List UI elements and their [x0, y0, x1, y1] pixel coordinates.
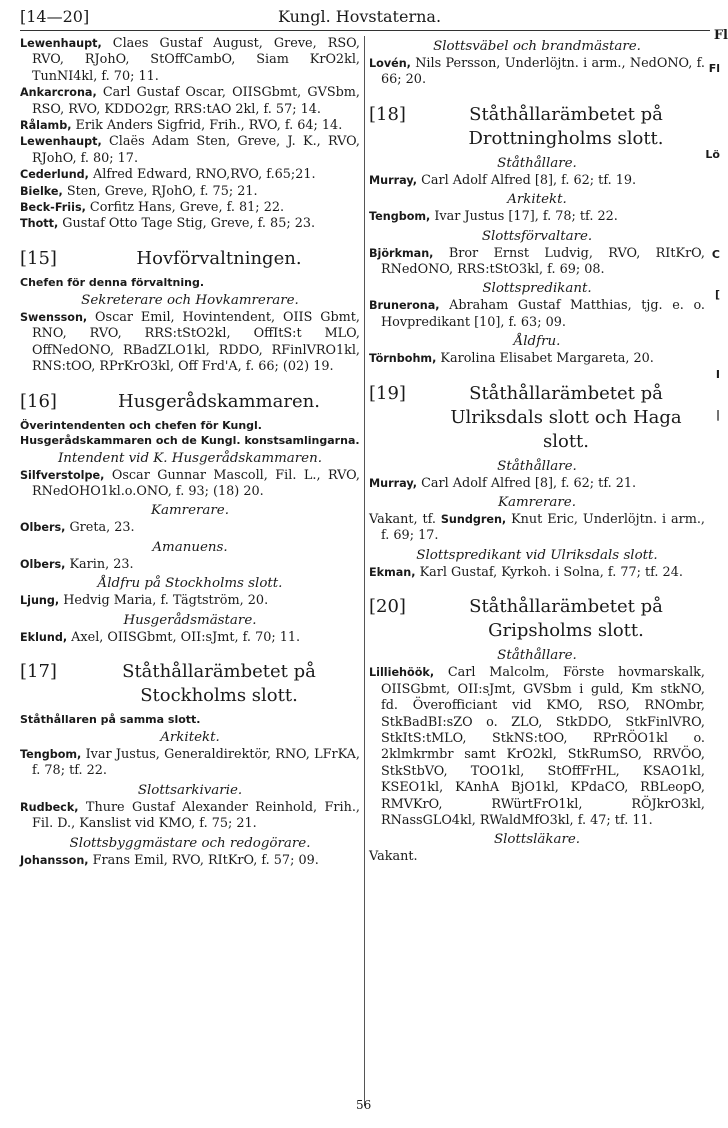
entry: [20, 630, 360, 646]
entry: [20, 200, 360, 216]
entry-text: Gustaf Otto Tage Stig, Greve, f. 85; 23.: [58, 216, 316, 232]
entry-text: Frans Emil, RVO, RItKrO, f. 57; 09.: [88, 852, 319, 868]
entry-name: Cederlund,: [20, 168, 89, 182]
entry-name: Lovén,: [369, 57, 411, 70]
role-heading: Ståthållare.: [497, 155, 577, 171]
next-page-fragment: Fl: [713, 28, 728, 43]
right-column: [369, 36, 705, 866]
entry-text: Carl Malcolm, Förste hovmarskalk, OIISGbmt, OII:sJmt, GVSbm i guld, Km stkNO, fd. Överofficiant vid KMO, RSO, RNOmbr, StkBadBI:sZO o. ZLO, StkDDO, StkFinlVRO, StkItS:tMLO, StkNS:tOO, RPrRÖO1kl o. 2klmkrmbr samt KrO2kl, StkRumSO, RRVÖO, StkStbVO, TOO1kl, StOffFrHL, KSAO1kl, KSEO1kl, KAnhA BjO1kl, KPdaCO, RBLeopO, RMVKrO, RWürtFrO1kl, RÖJkrO3kl, RNassGLO4kl, RWaldMfO3kl, f. 47; tf. 11.: [381, 665, 705, 828]
section-number: [18]: [369, 103, 406, 125]
entry-name: Ekman,: [369, 565, 416, 579]
role-heading: Kamrerare.: [498, 495, 576, 511]
entry: [20, 134, 360, 167]
edge-letter: |: [715, 408, 720, 421]
role-heading: Slottsväbel och brandmästare.: [433, 39, 641, 54]
entry-name: Brunerona,: [369, 299, 440, 313]
entry-name: Lewenhaupt,: [20, 135, 102, 149]
entry: [20, 167, 360, 183]
section-17-heading: [20, 660, 360, 708]
section-number: [20]: [369, 596, 406, 618]
entry: [20, 747, 360, 780]
entry-text: Nils Persson, Underlöjtn. i arm., NedONO, f. 66; 20.: [381, 56, 705, 88]
section-number: [17]: [20, 660, 57, 682]
entry-name: Tengbom,: [20, 747, 82, 761]
entry: [369, 665, 705, 829]
entry-name: Törnbohm,: [369, 352, 437, 366]
entry-name: Murray,: [369, 476, 418, 490]
entry-text: Abraham Gustaf Matthias, tjg. e. o. Hovpredikant [10], f. 63; 09.: [381, 298, 705, 330]
entry: [369, 298, 705, 331]
section-number: [15]: [20, 247, 57, 269]
role-heading: Slottsförvaltare.: [481, 228, 593, 244]
entry-name: Murray,: [369, 173, 418, 187]
edge-letter: I: [715, 368, 720, 381]
entry-text: Corfitz Hans, Greve, f. 81; 22.: [85, 200, 285, 216]
entry: [20, 310, 360, 376]
section-20-heading: [369, 595, 705, 643]
entry: [20, 36, 360, 85]
entry-name: Tengbom,: [369, 210, 431, 224]
role-heading: Slottsläkare.: [493, 832, 581, 848]
entry-text: Carl Adolf Alfred [8], f. 62; tf. 19.: [417, 172, 637, 188]
entry-text: Carl Adolf Alfred [8], f. 62; tf. 21.: [417, 475, 637, 491]
entry-text: Carl Gustaf Oscar, OIISGbmt, GVSbm, RSO, RVO, KDDO2gr, RRS:tAO 2kl, f. 57; 14.: [32, 85, 360, 117]
entry-text: Karin, 23.: [65, 556, 134, 572]
role-heading: Amanuens.: [152, 539, 228, 555]
role-heading: Intendent vid K. Husgerådskammaren.: [58, 450, 322, 466]
entry-name: Swensson,: [20, 310, 88, 324]
entry-prefix: Vakant, tf.: [369, 512, 441, 528]
entry-text: Sten, Greve, RJohO, f. 75; 21.: [62, 183, 258, 199]
entry-name: Rudbeck,: [20, 800, 79, 814]
entry-text: Knut Eric, Underlöjtn. i arm., f. 69; 17.: [381, 512, 705, 544]
entry-name: Lilliehöök,: [369, 666, 435, 680]
section-note: Chefen för denna förvaltning.: [20, 275, 204, 289]
role-heading: Slottsarkivarie.: [137, 782, 243, 798]
entry-name: Olbers,: [20, 521, 66, 535]
entry-text: Ivar Justus [17], f. 78; tf. 22.: [430, 209, 618, 225]
entry-name: Ankarcrona,: [20, 86, 97, 100]
entry: [20, 216, 360, 232]
entry-name: Johansson,: [20, 853, 89, 867]
role-heading: Slottsbyggmästare och redogörare.: [69, 835, 311, 851]
edge-letter: C: [711, 248, 720, 261]
role-heading: Husgerådsmästare.: [123, 612, 257, 628]
entry: [369, 512, 705, 545]
entry: [369, 173, 705, 189]
entry-name: Thott,: [20, 217, 59, 231]
entry: [20, 184, 360, 200]
entry-text: Karl Gustaf, Kyrkoh. i Solna, f. 77; tf. 24.: [415, 564, 683, 580]
column-divider: [364, 36, 365, 1106]
entry-name: Eklund,: [20, 630, 68, 644]
section-18-heading: [369, 103, 705, 151]
left-column: [20, 36, 360, 869]
entry: [369, 246, 705, 279]
entry-name: Sundgren,: [440, 513, 507, 527]
entry: [20, 520, 360, 536]
entry: [20, 593, 360, 609]
entry-name: Bielke,: [20, 184, 63, 198]
entry: [369, 56, 705, 89]
entry-text: Erik Anders Sigfrid, Frih., RVO, f. 64; 14.: [71, 118, 343, 134]
section-note: Överintendenten och chefen för Kungl. Husgerådskammaren och de Kungl. konstsamlingarna.: [20, 418, 360, 447]
entry: [20, 557, 360, 573]
entry: [20, 800, 360, 833]
entry-name: Silfverstolpe,: [20, 468, 105, 482]
entry: [20, 118, 360, 134]
role-heading: Arkitekt.: [160, 729, 220, 745]
role-heading: Sekreterare och Hovkamrerare.: [81, 292, 299, 308]
entry-text: Bror Ernst Ludvig, RVO, RItKrO, RNedONO, RRS:tStO3kl, f. 69; 08.: [381, 245, 705, 278]
entry: [369, 351, 705, 367]
entry-text: Hedvig Maria, f. Tägtström, 20.: [59, 593, 269, 609]
entries-list: [20, 36, 360, 233]
role-heading: Ståthållare.: [497, 648, 577, 664]
running-title: Kungl. Hovstaterna.: [278, 7, 442, 26]
entry-name: Beck-Friis,: [20, 201, 86, 215]
role-heading: Arkitekt.: [507, 192, 567, 208]
section-16-heading: [20, 390, 360, 414]
entry-text: Claës Adam Sten, Greve, J. K., RVO, RJohO, f. 80; 17.: [32, 134, 360, 166]
entry-text: Thure Gustaf Alexander Reinhold, Frih., Fil. D., Kanslist vid KMO, f. 75; 21.: [32, 799, 360, 832]
role-heading: Slottspredikant vid Ulriksdals slott.: [416, 547, 658, 563]
entry: [20, 85, 360, 118]
entry-name: Olbers,: [20, 557, 66, 571]
entry-text: Greta, 23.: [65, 520, 135, 536]
entry: [369, 565, 705, 581]
page-number: 56: [356, 1098, 372, 1112]
entry-name: Björkman,: [369, 246, 434, 260]
section-title: Husgerådskammaren.: [118, 390, 320, 412]
entry-text: Axel, OIISGbmt, OII:sJmt, f. 70; 11.: [67, 629, 301, 645]
entry-name: Lewenhaupt,: [20, 37, 102, 50]
entry-text: Karolina Elisabet Margareta, 20.: [436, 351, 654, 367]
entry-text: Oscar Gunnar Mascoll, Fil. L., RVO, RNedOHO1kl.o.ONO, f. 93; (18) 20.: [32, 467, 360, 499]
edge-letter: Fl: [708, 62, 720, 75]
section-title: Ståthållarämbetet på Stockholms slott.: [122, 660, 316, 706]
role-heading: Kamrerare.: [151, 503, 229, 519]
section-15-heading: [20, 247, 360, 271]
section-title: Ståthållarämbetet på Gripsholms slott.: [469, 596, 663, 642]
section-title: Hovförvaltningen.: [136, 247, 302, 269]
entry-name: Ljung,: [20, 594, 60, 608]
section-19-heading: [369, 382, 705, 454]
section-number: [16]: [20, 390, 57, 412]
section-number: [19]: [369, 382, 406, 404]
entry: [20, 853, 360, 869]
role-heading: Slottspredikant.: [482, 281, 592, 297]
section-title: Ståthållarämbetet på Ulriksdals slott och Haga slott.: [450, 382, 682, 452]
entry-text: Alfred Edward, RNO,RVO, f.65;21.: [88, 167, 316, 183]
entry: [20, 468, 360, 501]
section-title: Ståthållarämbetet på Drottningholms slott.: [468, 103, 664, 149]
entry: [369, 209, 705, 225]
vacancy-note: Vakant.: [369, 849, 418, 865]
edge-letter: Lö: [705, 148, 720, 161]
edge-letter: [: [714, 288, 720, 301]
section-note: Ståthållaren på samma slott.: [20, 712, 201, 726]
entry-text: Oscar Emil, Hovintendent, OIIS Gbmt, RNO, RVO, RRS:tStO2kl, OffItS:t MLO, OffNedONO, RBadZLO1kl, RDDO, RFinlVRO1kl, RNS:tOO, RPrKrO3kl, Off Frd'A, f. 66; (02) 19.: [32, 309, 360, 375]
role-heading: Ståthållare.: [497, 458, 577, 474]
section-range: [14—20]: [20, 7, 90, 26]
entry: [369, 476, 705, 492]
role-heading: Åldfru.: [513, 334, 561, 350]
role-heading: Åldfru på Stockholms slott.: [97, 576, 283, 592]
entry-name: Rålamb,: [20, 119, 72, 133]
page-header: [20, 4, 728, 43]
entry-text: Claes Gustaf August, Greve, RSO, RVO, RJohO, StOffCambO, Siam KrO2kl, TunNI4kl, f. 70; 11.: [32, 36, 360, 84]
entry-text: Ivar Justus, Generaldirektör, RNO, LFrKA, f. 78; tf. 22.: [32, 746, 360, 779]
